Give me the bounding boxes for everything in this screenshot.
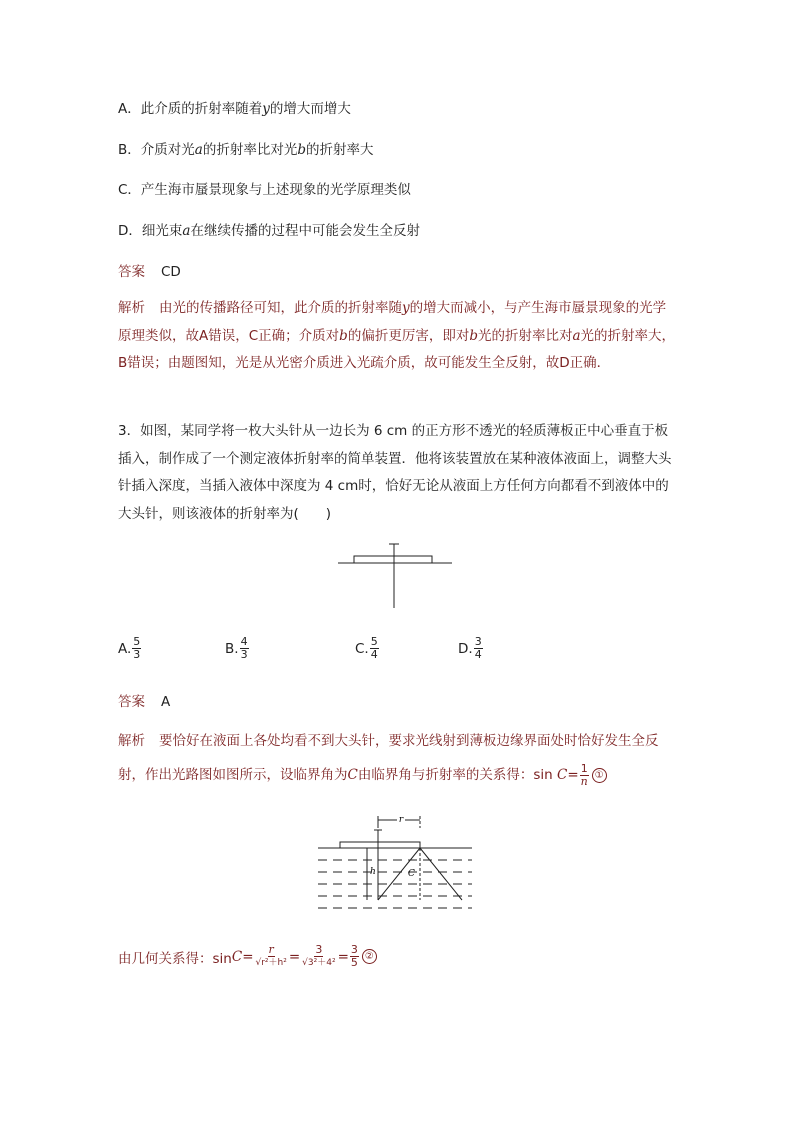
- answer-2: [118, 690, 170, 710]
- pin-board-diagram: [330, 540, 460, 615]
- label-h: h: [370, 867, 376, 877]
- choice-a[interactable]: A. $\frac{5}{3}$: [118, 635, 141, 661]
- equation-mark-2: ②: [362, 949, 377, 964]
- answer-1: [118, 260, 181, 280]
- choice-d[interactable]: D. $\frac{3}{4}$: [458, 635, 482, 661]
- answer-label: 答案: [118, 694, 145, 710]
- geometry-equation: 由几何关系得：sin C = $\frac{r}{\text{√r²＋h²}}$ = $\frac{3}{\text{√3²＋4²}}$ = $\frac{3}{5}$ ②: [118, 944, 377, 969]
- light-path-diagram: [315, 810, 475, 920]
- answer-value: A: [161, 694, 171, 710]
- option-d: D．细光束a在继续传播的过程中可能会发生全反射: [118, 223, 420, 239]
- equation-mark-1: ①: [592, 768, 607, 783]
- choice-b[interactable]: B. $\frac{4}{3}$: [225, 635, 248, 661]
- label-r: r: [398, 815, 404, 825]
- option-b: B．介质对光a的折射率比对光b的折射率大: [118, 142, 374, 158]
- answer-label: 答案: [118, 264, 145, 280]
- explanation-label: 解析: [118, 300, 145, 316]
- explanation-1: 解析 由光的传播路径可知，此介质的折射率随y的增大而减小，与产生海市蜃景现象的光学原理类似，故A错误，C正确；介质对b的偏折更厉害，即对b光的折射率比对a光的折射率大，B错误；由题图知，光是从光密介质进入光疏介质，故可能发生全反射，故D正确．: [118, 300, 676, 371]
- explanation-2: 解析 要恰好在液面上各处均看不到大头针，要求光线射到薄板边缘界面处时恰好发生全反射，作出光路图如图所示，设临界角为C由临界角与折射率的关系得：sin C= $\frac{1}{n}$ ①: [118, 733, 659, 788]
- answer-value: CD: [161, 264, 181, 280]
- choice-c[interactable]: C. $\frac{5}{4}$: [355, 635, 378, 661]
- option-a: A．此介质的折射率随着y的增大而增大: [118, 101, 351, 117]
- question-3: 3．如图，某同学将一枚大头针从一边长为 6 cm 的正方形不透光的轻质薄板正中心垂直于板插入，制作成了一个测定液体折射率的简单装置．他将该装置放在某种液体液面上，调整大头针插入深度，当插入液体中深度为 4 cm时，恰好无论从液面上方任何方向都看不到液体中的大头针，则该液体的折射率为( ): [118, 423, 672, 522]
- explanation-label: 解析: [118, 733, 145, 749]
- label-c: C: [408, 869, 415, 879]
- option-c: C．产生海市蜃景现象与上述现象的光学原理类似: [118, 182, 411, 198]
